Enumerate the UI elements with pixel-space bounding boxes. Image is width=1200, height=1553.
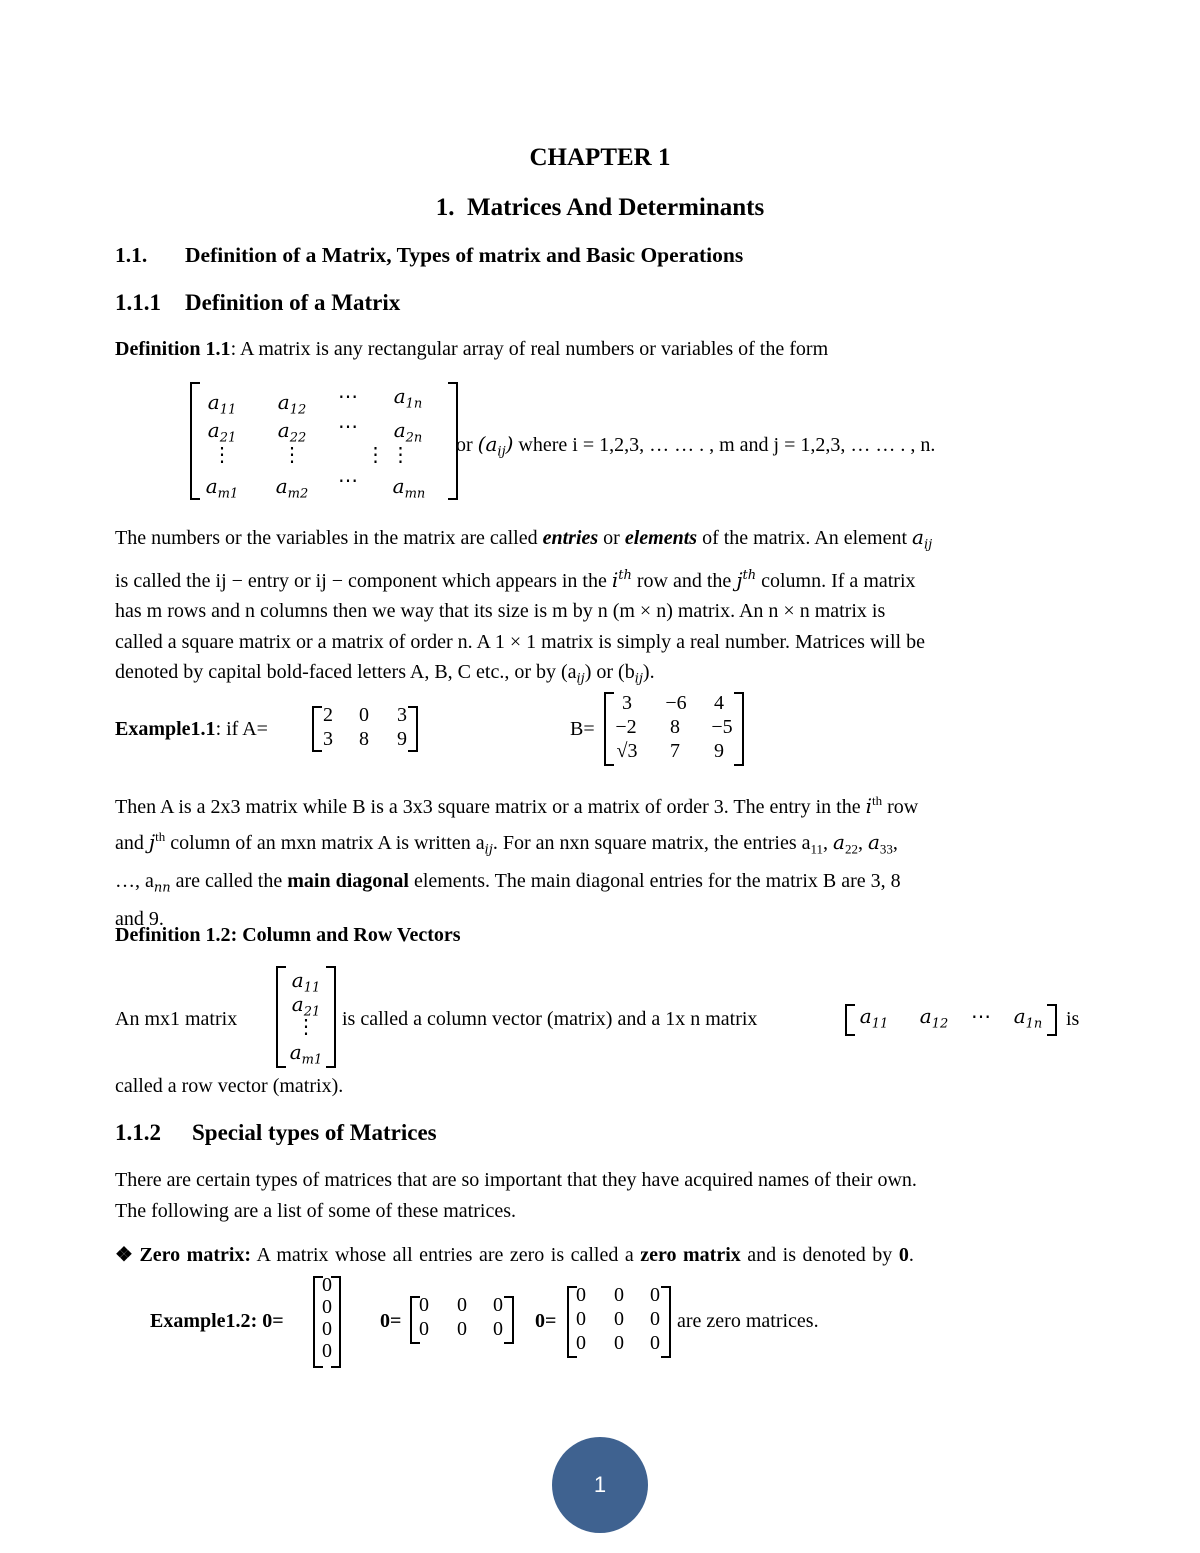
matrix-cell: 3 (323, 728, 333, 750)
or-text: or (456, 434, 473, 456)
matrix-cell: 3 (622, 692, 632, 714)
matrix-cell: 0 (614, 1308, 624, 1330)
zero-symbol: 0 (898, 1244, 909, 1266)
example-1-2 (150, 1310, 284, 1333)
text: denoted by capital bold-faced letters A, B, C etc., or by (a (115, 661, 577, 684)
definition-text: : A matrix is any rectangular array of real numbers or variables of the form (230, 338, 829, 360)
matrix-cell: 0 (493, 1318, 503, 1340)
section-title: Definition of a Matrix, Types of matrix and Basic Operations (185, 243, 744, 267)
text: elements. The main diagonal entries for the matrix B are 3, 8 (413, 870, 901, 893)
matrix-cell: 8 (670, 716, 680, 738)
matrix-B (604, 692, 744, 766)
zero-matrix-3x3 (567, 1286, 671, 1358)
matrix-cell: 0 (650, 1284, 660, 1306)
matrix-cell: 0 (493, 1294, 503, 1316)
zero-matrix-label: Zero matrix: (139, 1244, 252, 1266)
zero-matrix-definition (115, 1242, 1087, 1267)
matrix-cell: √3 (616, 740, 638, 762)
text: There are certain types of matrices that are so important that they have acquired names of their own. (115, 1169, 917, 1191)
example-eq-3: 0= (535, 1310, 557, 1332)
main-diagonal-emphasis: main diagonal (287, 870, 409, 893)
definition-1-2 (115, 924, 461, 947)
row-vector (845, 1004, 1057, 1038)
section-number: 1.1. (115, 243, 148, 267)
text: row (887, 795, 919, 818)
matrix-cell: ⋮ ⋮ (365, 444, 411, 466)
page-number-badge: 1 (552, 1437, 648, 1533)
matrix-cell: 0 (614, 1332, 624, 1354)
section-number: 1.1.1 (115, 290, 161, 315)
matrix-cell: 0 (322, 1274, 332, 1296)
chapter-title-number: 1. (435, 194, 455, 221)
definition-label: Definition 1.2 (115, 924, 231, 946)
text: The following are a list of some of these matrices. (115, 1199, 516, 1222)
matrix-cell: 0 (419, 1294, 429, 1316)
matrix-cell: −5 (711, 716, 733, 738)
paragraph-entries: The numbers or the variables in the matrix are called entries or elements of the matrix. An element $a_{ij}$ is called the ij − entry or ij − component which appears in the $i^{th}$ row and the $j^{th}$ column. If a matrix has m rows and n columns then we way that its size is m by n (m × n) matrix. An n × n matrix is called a square matrix or a matrix of order n. A 1 × 1 matrix is simply a real number. Matrices will be denoted by capital bold-faced letters A, B, C etc., or by $(a_{ij})$ or $(b_{ij})$. (115, 522, 1087, 695)
zero-matrix-4x1 (313, 1276, 341, 1368)
vector-cell: $a_{12}$ (919, 1004, 949, 1032)
section-title: Definition of a Matrix (185, 290, 401, 315)
matrix-cell: 0 (322, 1340, 332, 1362)
chapter-title-text: Matrices And Determinants (467, 194, 765, 221)
matrix-cell: 0 (576, 1308, 586, 1330)
matrix-cell: 7 (670, 740, 680, 762)
matrix-cell: 0 (614, 1284, 624, 1306)
text: A matrix whose all entries are zero is called a (256, 1244, 634, 1266)
matrix-cell: 0 (650, 1332, 660, 1354)
paragraph-special-types (115, 1165, 1087, 1226)
emphasis-entries: entries (542, 527, 599, 549)
definition-label: Definition 1.1 (115, 338, 231, 360)
example-eq-2: 0= (380, 1310, 402, 1332)
section-title: Special types of Matrices (192, 1120, 437, 1145)
example-1-2-tail: are zero matrices. (677, 1310, 819, 1332)
text: Then A is a 2x3 matrix while B is a 3x3 square matrix or a matrix of order 3. The entry in the (115, 795, 861, 818)
definition-1-1 (115, 338, 828, 361)
column-vector-mid: is called a column vector (matrix) and a 1x n matrix (342, 1008, 758, 1030)
matrix-form-text: or $(a_{ij})$ where i = 1,2,3, … … . , m and j = 1,2,3, … … . , n. (456, 432, 936, 460)
chapter-title (0, 194, 1200, 222)
matrix-cell: $a_{12}$ (277, 390, 307, 418)
text: are called the (175, 870, 283, 893)
matrix-cell: 0 (359, 704, 369, 726)
matrix-A (312, 706, 418, 754)
definition-text: : Column and Row Vectors (230, 924, 461, 946)
matrix-cell: ⋮ (282, 444, 302, 466)
matrix-cell: 0 (576, 1332, 586, 1354)
matrix-cell: 9 (397, 728, 407, 750)
text: of the matrix. An element (702, 527, 908, 549)
chapter-heading: CHAPTER 1 (529, 144, 671, 171)
matrix-cell: 2 (323, 704, 333, 726)
column-vector-line2: called a row vector (matrix). (115, 1075, 344, 1097)
section-number: 1.1.2 (115, 1120, 161, 1145)
text: row and the (636, 569, 732, 592)
vector-cell: $a_{1n}$ (1013, 1004, 1043, 1032)
matrix-cell: 0 (322, 1318, 332, 1340)
matrix-cell: $a_{2n}$ (393, 418, 423, 446)
example-1-1 (115, 718, 268, 741)
matrix-cell: 0 (457, 1318, 467, 1340)
example-eq: : 0= (250, 1310, 284, 1332)
text: or (603, 527, 620, 549)
example-text: : if A= (215, 718, 268, 740)
vector-cell: $a_{11}$ (859, 1004, 889, 1032)
text: . (908, 1244, 914, 1266)
text: has m rows and n columns then we way that its size is m by n (m × n) matrix. An n × n matrix is (115, 600, 886, 623)
vector-cell: ⋮ (296, 1016, 316, 1038)
matrix-cell: ⋯ (338, 416, 358, 438)
matrix-cell: $a_{m2}$ (275, 474, 309, 502)
general-matrix (190, 382, 458, 502)
text: ) or (b (584, 661, 635, 684)
matrix-cell: 0 (419, 1318, 429, 1340)
bracket-left (190, 382, 200, 500)
section-1-1-2-heading (115, 1120, 437, 1146)
text: The numbers or the variables in the matrix are called (115, 527, 538, 549)
matrix-cell: $a_{21}$ (207, 418, 237, 446)
text: column. If a matrix (761, 569, 916, 592)
diamond-bullet-icon: ❖ (115, 1244, 133, 1266)
emphasis-elements: elements (624, 527, 698, 549)
example-label: Example1.2 (150, 1310, 251, 1332)
matrix-cell: $a_{mn}$ (392, 474, 426, 502)
paragraph-order: Then A is a 2x3 matrix while B is a 3x3 square matrix or a matrix of order 3. The entry in the $i^{th}$ row and $j^{th}$ column of an mxn matrix A is written $a_{ij}$. For an nxn square matrix, the entries $a_{11}$, $a_{22}$, $a_{33}$, …, $a_{nn}$ are called the main diagonal elements. The main diagonal entries for the matrix B are 3, 8 and 9. (115, 786, 1087, 935)
matrix-cell: $a_{m1}$ (205, 474, 239, 502)
vector-cell: ⋯ (971, 1006, 991, 1028)
text: ). (642, 661, 655, 684)
text: and (115, 832, 144, 855)
example-label: Example1.1 (115, 718, 216, 740)
vector-cell: $a_{11}$ (291, 968, 321, 996)
matrix-cell: 9 (714, 740, 724, 762)
vector-cell: $a_{21}$ (291, 992, 321, 1020)
matrix-cell: 0 (322, 1296, 332, 1318)
matrix-cell: 3 (397, 704, 407, 726)
zero-matrix-emphasis: zero matrix (640, 1244, 741, 1266)
matrix-cell: −2 (615, 716, 637, 738)
matrix-cell: $a_{1n}$ (393, 384, 423, 412)
text: is called the ij − entry or ij − component which appears in the (115, 569, 607, 592)
matrix-cell: ⋯ (338, 470, 358, 492)
column-vector-post: is (1066, 1008, 1080, 1030)
matrix-cell: 4 (714, 692, 724, 714)
text: and is denoted by (747, 1244, 893, 1266)
text: column of an mxn matrix A is written a (170, 832, 485, 855)
column-vector-pre: An mx1 matrix (115, 1008, 238, 1030)
index-range-text: where i = 1,2,3, … … . , m and j = 1,2,3, … … . , n. (518, 434, 936, 456)
text: called a square matrix or a matrix of order n. A 1 × 1 matrix is simply a real number. Matrices will be (115, 630, 925, 653)
matrix-cell: $a_{22}$ (277, 418, 307, 446)
section-1-1-heading (115, 243, 744, 268)
vector-cell: $a_{m1}$ (289, 1040, 323, 1068)
matrix-cell: 0 (576, 1284, 586, 1306)
matrix-cell: 0 (457, 1294, 467, 1316)
text: …, a (115, 870, 154, 893)
text: and 9. (115, 908, 164, 931)
matrix-cell: $a_{11}$ (207, 390, 237, 418)
matrix-cell: −6 (665, 692, 687, 714)
text: . For an nxn square matrix, the entries a (492, 832, 811, 855)
matrix-cell: 0 (650, 1308, 660, 1330)
matrix-cell: ⋯ (338, 386, 358, 408)
column-vector (276, 966, 336, 1068)
matrix-B-label: B= (570, 718, 595, 740)
matrix-cell: 8 (359, 728, 369, 750)
zero-matrix-2x3 (410, 1296, 514, 1344)
section-1-1-1-heading (115, 290, 401, 316)
matrix-cell: ⋮ (212, 444, 232, 466)
